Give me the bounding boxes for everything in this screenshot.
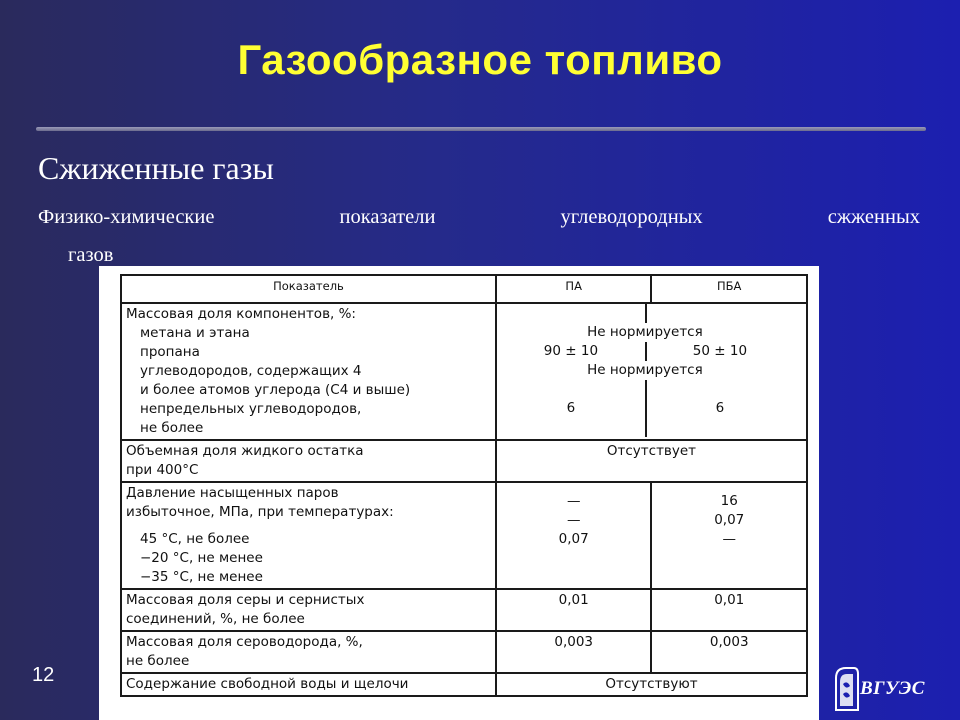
university-logo <box>832 664 942 714</box>
pa-value-cell: 0,01 <box>496 589 652 631</box>
page-number: 12 <box>32 664 55 686</box>
indicator-cell <box>121 303 496 440</box>
indicator-line: соединений, %, не более <box>126 611 305 627</box>
logo-emblem-icon <box>832 664 862 714</box>
indicator-cell <box>121 482 496 589</box>
indicator-line: метана и этана <box>140 325 250 341</box>
table-row <box>121 673 807 696</box>
indicator-line: Массовая доля серы и сернистых <box>126 592 365 608</box>
value-line: 16 <box>720 493 738 509</box>
table-header-row <box>121 275 807 303</box>
header-pba: ПБА <box>651 275 807 303</box>
indicator-cell <box>121 440 496 482</box>
indicator-line: пропана <box>140 344 200 360</box>
value-pba-unsaturated: 6 <box>715 400 725 416</box>
value-pba-propane: 50 ± 10 <box>692 343 748 359</box>
value-line: — <box>722 531 736 547</box>
table-row <box>121 589 807 631</box>
header-pa: ПА <box>496 275 652 303</box>
indicator-cell <box>121 673 496 696</box>
header-indicator: Показатель <box>121 275 496 303</box>
value-pa-unsaturated: 6 <box>566 400 576 416</box>
pa-value-cell <box>496 482 652 589</box>
indicator-line: −20 °С, не менее <box>140 550 263 566</box>
spacer <box>656 484 802 492</box>
pa-value-cell: 0,003 <box>496 631 652 673</box>
indicator-line: не более <box>126 653 190 669</box>
value-pa-propane: 90 ± 10 <box>543 343 599 359</box>
indicator-cell <box>121 631 496 673</box>
indicator-line: Объемная доля жидкого остатка <box>126 443 364 459</box>
table-scan-image <box>99 266 819 720</box>
table-row <box>121 482 807 589</box>
indicator-cell <box>121 589 496 631</box>
indicator-line: Содержание свободной воды и щелочи <box>126 676 409 692</box>
table-row <box>121 303 807 440</box>
spacer <box>501 484 647 492</box>
value-not-normalized-1: Не нормируется <box>497 323 793 342</box>
title-divider <box>36 127 926 131</box>
indicator-line: 45 °С, не более <box>140 531 250 547</box>
value-line: — <box>566 493 581 509</box>
pba-value-cell: 0,003 <box>651 631 807 673</box>
value-line: 0,07 <box>714 512 745 528</box>
value-line: — <box>566 512 581 528</box>
indicator-line: непредельных углеводородов, <box>140 401 362 417</box>
merged-value-cell: Отсутствуют <box>496 673 807 696</box>
specification-table <box>120 274 808 697</box>
value-not-normalized-2: Не нормируется <box>497 361 793 380</box>
logo-text: ВГУЭС <box>860 678 925 699</box>
indicator-line: и более атомов углерода (С4 и выше) <box>140 382 411 398</box>
slide-description: Физико-химические показатели углеводородных сжженных <box>38 206 920 228</box>
merged-value-cell: Отсутствует <box>496 440 807 482</box>
indicator-line: при 400°С <box>126 462 199 478</box>
indicator-line: углеводородов, содержащих 4 <box>140 363 362 379</box>
pba-value-cell <box>651 482 807 589</box>
spacer <box>126 522 491 530</box>
pba-value-cell: 0,01 <box>651 589 807 631</box>
slide-subtitle: Сжиженные газы <box>38 150 274 186</box>
indicator-line: избыточное, МПа, при температурах: <box>126 504 394 520</box>
slide-description-continuation: газов <box>68 244 114 266</box>
indicator-line: −35 °С, не менее <box>140 569 263 585</box>
table-row <box>121 631 807 673</box>
slide-title: Газообразное топливо <box>237 36 723 83</box>
indicator-line: Массовая доля сероводорода, %, <box>126 634 363 650</box>
values-block <box>496 303 807 440</box>
value-line: 0,07 <box>558 531 589 547</box>
indicator-line: Массовая доля компонентов, %: <box>126 306 356 322</box>
table-row <box>121 440 807 482</box>
indicator-line: Давление насыщенных паров <box>126 485 339 501</box>
indicator-line: не более <box>140 420 204 436</box>
